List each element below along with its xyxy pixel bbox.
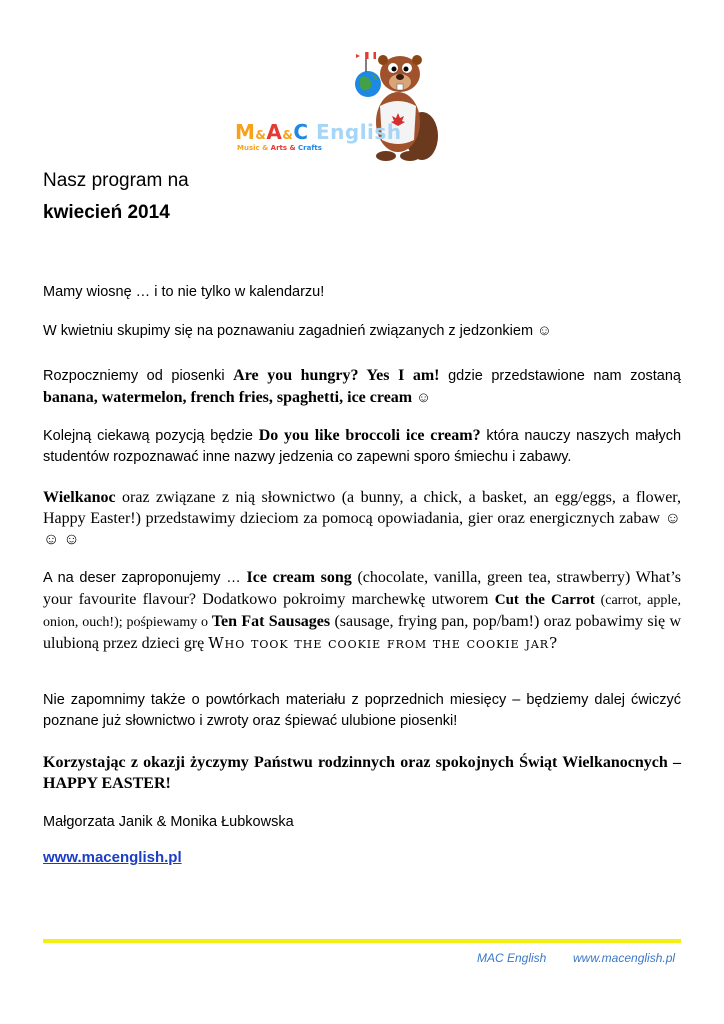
website-link[interactable]: www.macenglish.pl [43,849,182,866]
logo-tag-ampersand: & [262,144,269,152]
footer-divider [43,939,681,943]
footer-website: www.macenglish.pl [573,951,676,965]
text: gdzie przedstawione nam zostaną [439,368,681,384]
paragraph-song-2 [43,425,681,468]
footer-company: MAC English [477,951,547,965]
text: Kolejną ciekawą pozycją będzie [43,428,259,444]
logo-tag-ampersand: & [289,144,296,152]
paragraph-easter [43,487,681,550]
program-month: kwiecień 2014 [43,202,170,223]
song-title: Ice cream song [246,569,352,586]
paragraph-wishes: Korzystając z okazji życzymy Państwu rodzinnych oraz spokojnych Świąt Wielkanocnych – HAPPY EASTER! [43,754,681,792]
text: (carrot, apple, onion, ouch!); pośpiewamy o [43,593,681,630]
paragraph-intro: Mamy wiosnę … i to nie tylko w kalendarzu! [43,284,325,300]
song-title: Do you like broccoli ice cream? [258,427,481,444]
text: (sausage, frying pan, pop/bam!) oraz pobawimy się w ulubioną przez dzieci grę [43,613,682,652]
logo-arts: Arts [270,144,288,152]
logo-letter-m: M [235,120,256,144]
logo-letter-c: C [293,120,309,144]
paragraph-song-1 [43,365,681,409]
text: (chocolate, vanilla, green tea, strawberry) What’s your favourite flavour? Dodatkowo pokroimy marchewkę utworem [43,569,681,608]
song-title: Are you hungry? Yes I am! [233,367,440,384]
text: która nauczy naszych małych studentów rozpoznawać inne nazwy jedzenia co zapewni sporo śmiechu i zabawy. [43,428,682,465]
program-title: Nasz program na [43,170,189,191]
logo-english: English [315,120,402,144]
smiley: ☺ [412,390,431,406]
song-title: Cut the Carrot [494,592,595,608]
logo-crafts: Crafts [298,144,322,152]
easter-heading: Wielkanoc [43,489,116,506]
logo-wordmark [235,120,402,144]
beaver-mascot-icon [350,44,440,168]
paragraph-topic: W kwietniu skupimy się na poznawaniu zagadnień związanych z jedzonkiem ☺ [43,323,552,339]
logo-ampersand: & [282,128,294,142]
text: A na deser zaproponujemy … [43,570,247,586]
song-title: Ten Fat Sausages [211,613,331,630]
food-vocabulary: banana, watermelon, french fries, spaghetti, ice cream [43,389,413,406]
logo-letter-a: A [266,120,283,144]
game-title: Who took the cookie from the cookie jar? [208,634,559,652]
text: oraz związane z nią słownictwo (a bunny, a chick, a basket, an egg/eggs, a flower, Happy Easter!) przedstawimy dzieciom za pomocą opowiadania, gier oraz energicznych zabaw ☺ ☺ ☺ [43,489,681,548]
paragraph-revision: Nie zapomnimy także o powtórkach materiału z poprzednich miesięcy – będziemy dalej ćwiczyć poznane już słownictwo i zwroty oraz śpiewać ulubione piosenki! [43,692,681,729]
signature: Małgorzata Janik & Monika Łubkowska [43,814,294,830]
logo-music: Music [237,144,260,152]
logo-tagline [237,144,322,152]
paragraph-dessert [43,567,681,655]
text: Rozpoczniemy od piosenki [43,368,234,384]
logo-ampersand: & [255,128,267,142]
mac-english-logo [235,44,402,168]
